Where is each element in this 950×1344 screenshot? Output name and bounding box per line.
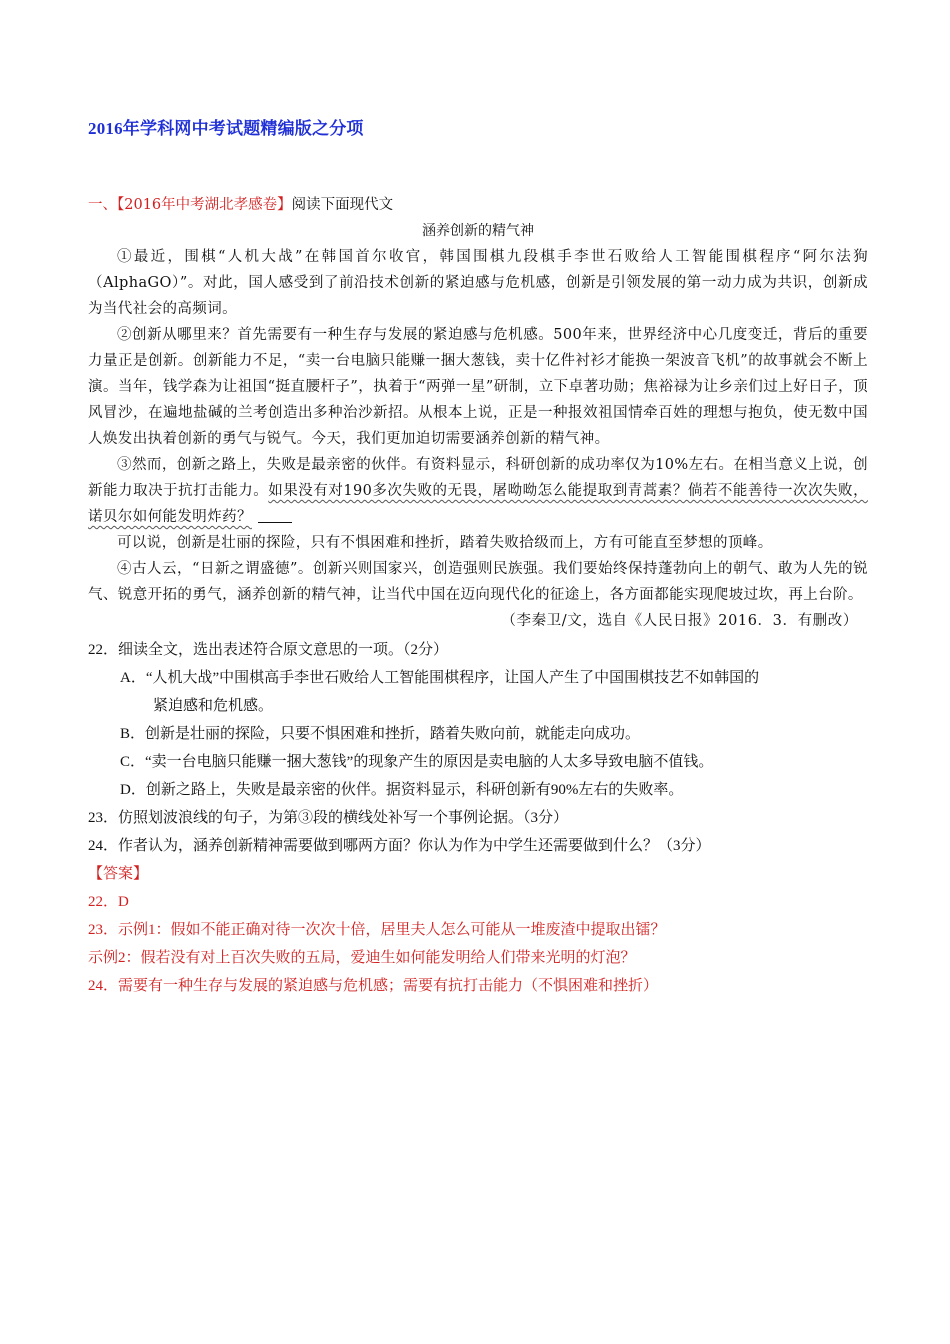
section-source: 【2016年中考湖北孝感卷】 [117,197,292,213]
option-a-line1: A．“人机大战”中围棋高手李世石败给人工智能围棋程序，让国人产生了中国围棋技艺不如韩国的 [120,670,760,686]
article-paragraph-2: ②创新从哪里来？首先需要有一种生存与发展的紧迫感与危机感。500年来，世界经济中心几度变迁，背后的重要力量正是创新。创新能力不足，“卖一台电脑只能赚一捆大葱钱，卖十亿件衬衫才能换一架波音飞机”的故事就会不断上演。当年，钱学森为让祖国“挺直腰杆子”，执着于“两弹一星”研制，立下卓著功勋；焦裕禄为让乡亲们过上好日子，顶风冒沙，在遍地盐碱的兰考创造出多种治沙新招。从根本上说，正是一种报效祖国情牵百姓的理想与抱负，使无数中国人焕发出执着创新的勇气与锐气。今天，我们更加迫切需要涵养创新的精气神。 [88,327,868,447]
answer-23-example-2: 示例2：假若没有对上百次失败的五局，爱迪生如何能发明给人们带来光明的灯泡？ [88,950,636,966]
page-title: 2016年学科网中考试题精编版之分项 [88,119,364,138]
answer-23-example-1: 23．示例1：假如不能正确对待一次次十倍，居里夫人怎么可能从一堆废渣中提取出镭？ [88,922,666,938]
paragraph-3-text: ③然而，创新之路上，失败是最亲密的伙伴。有资料显示，科研创新的成功率仅为10%左右。在相当意义上说，创新能力取决于抗打击能力。 [88,457,868,499]
article-title: 涵养创新的精气神 [422,223,534,239]
section-number: 一、 [88,197,117,213]
answer-label: 【答案】 [88,866,149,882]
article-paragraph-4: 可以说，创新是壮丽的探险，只有不惧困难和挫折，踏着失败拾级而上，方有可能直至梦想的顶峰。 [117,535,773,551]
question-23: 23．仿照划波浪线的句子，为第③段的横线处补写一个事例论据。（3分） [88,810,569,826]
question-24: 24．作者认为，涵养创新精神需要做到哪两方面？你认为作为中学生还需要做到什么？（3分） [88,838,711,854]
article-paragraph-3 [88,452,868,530]
article-source: （李秦卫/文，选自《人民日报》2016．3．有删改） [501,613,858,629]
article-paragraph-1: ①最近，围棋“人机大战”在韩国首尔收官，韩国围棋九段棋手李世石败给人工智能围棋程序“阿尔法狗（AlphaGO）”。对此，国人感受到了前沿技术创新的紧迫感与危机感，创新是引领发展的第一动力成为共识，创新成为当代社会的高频词。 [88,249,868,317]
option-d: D．创新之路上，失败是最亲密的伙伴。据资料显示，科研创新有90%左右的失败率。 [120,782,684,798]
wavy-underlined-sentence: 如果没有对190多次失败的无畏，屠呦呦怎么能提取到青蒿素？倘若不能善待一次次失败，诺贝尔如何能发明炸药？ [88,483,868,525]
option-b: B．创新是壮丽的探险，只要不惧困难和挫折，踏着失败向前，就能走向成功。 [120,726,641,742]
answer-22: 22．D [88,894,129,910]
article-paragraph-5: ④古人云，“日新之谓盛德”。创新兴则国家兴，创造强则民族强。我们要始终保持蓬勃向上的朝气、敢为人先的锐气、锐意开拓的勇气，涵养创新的精气神，让当代中国在迈向现代化的征途上，各方面都能实现爬坡过坎，再上台阶。 [88,561,868,603]
answer-24: 24．需要有一种生存与发展的紧迫感与危机感；需要有抗打击能力（不惧困难和挫折） [88,978,659,994]
section-instruction: 阅读下面现代文 [291,197,394,213]
option-a [88,664,868,720]
option-c: C．“卖一台电脑只能赚一捆大葱钱”的现象产生的原因是卖电脑的人太多导致电脑不值钱。 [120,754,714,770]
option-a-line2: 紧迫感和危机感。 [153,698,274,714]
answer-blank-line [258,506,292,523]
section-heading [88,192,868,218]
exam-section [88,192,868,1000]
question-22: 22．细读全文，选出表述符合原文意思的一项。（2分） [88,642,449,658]
